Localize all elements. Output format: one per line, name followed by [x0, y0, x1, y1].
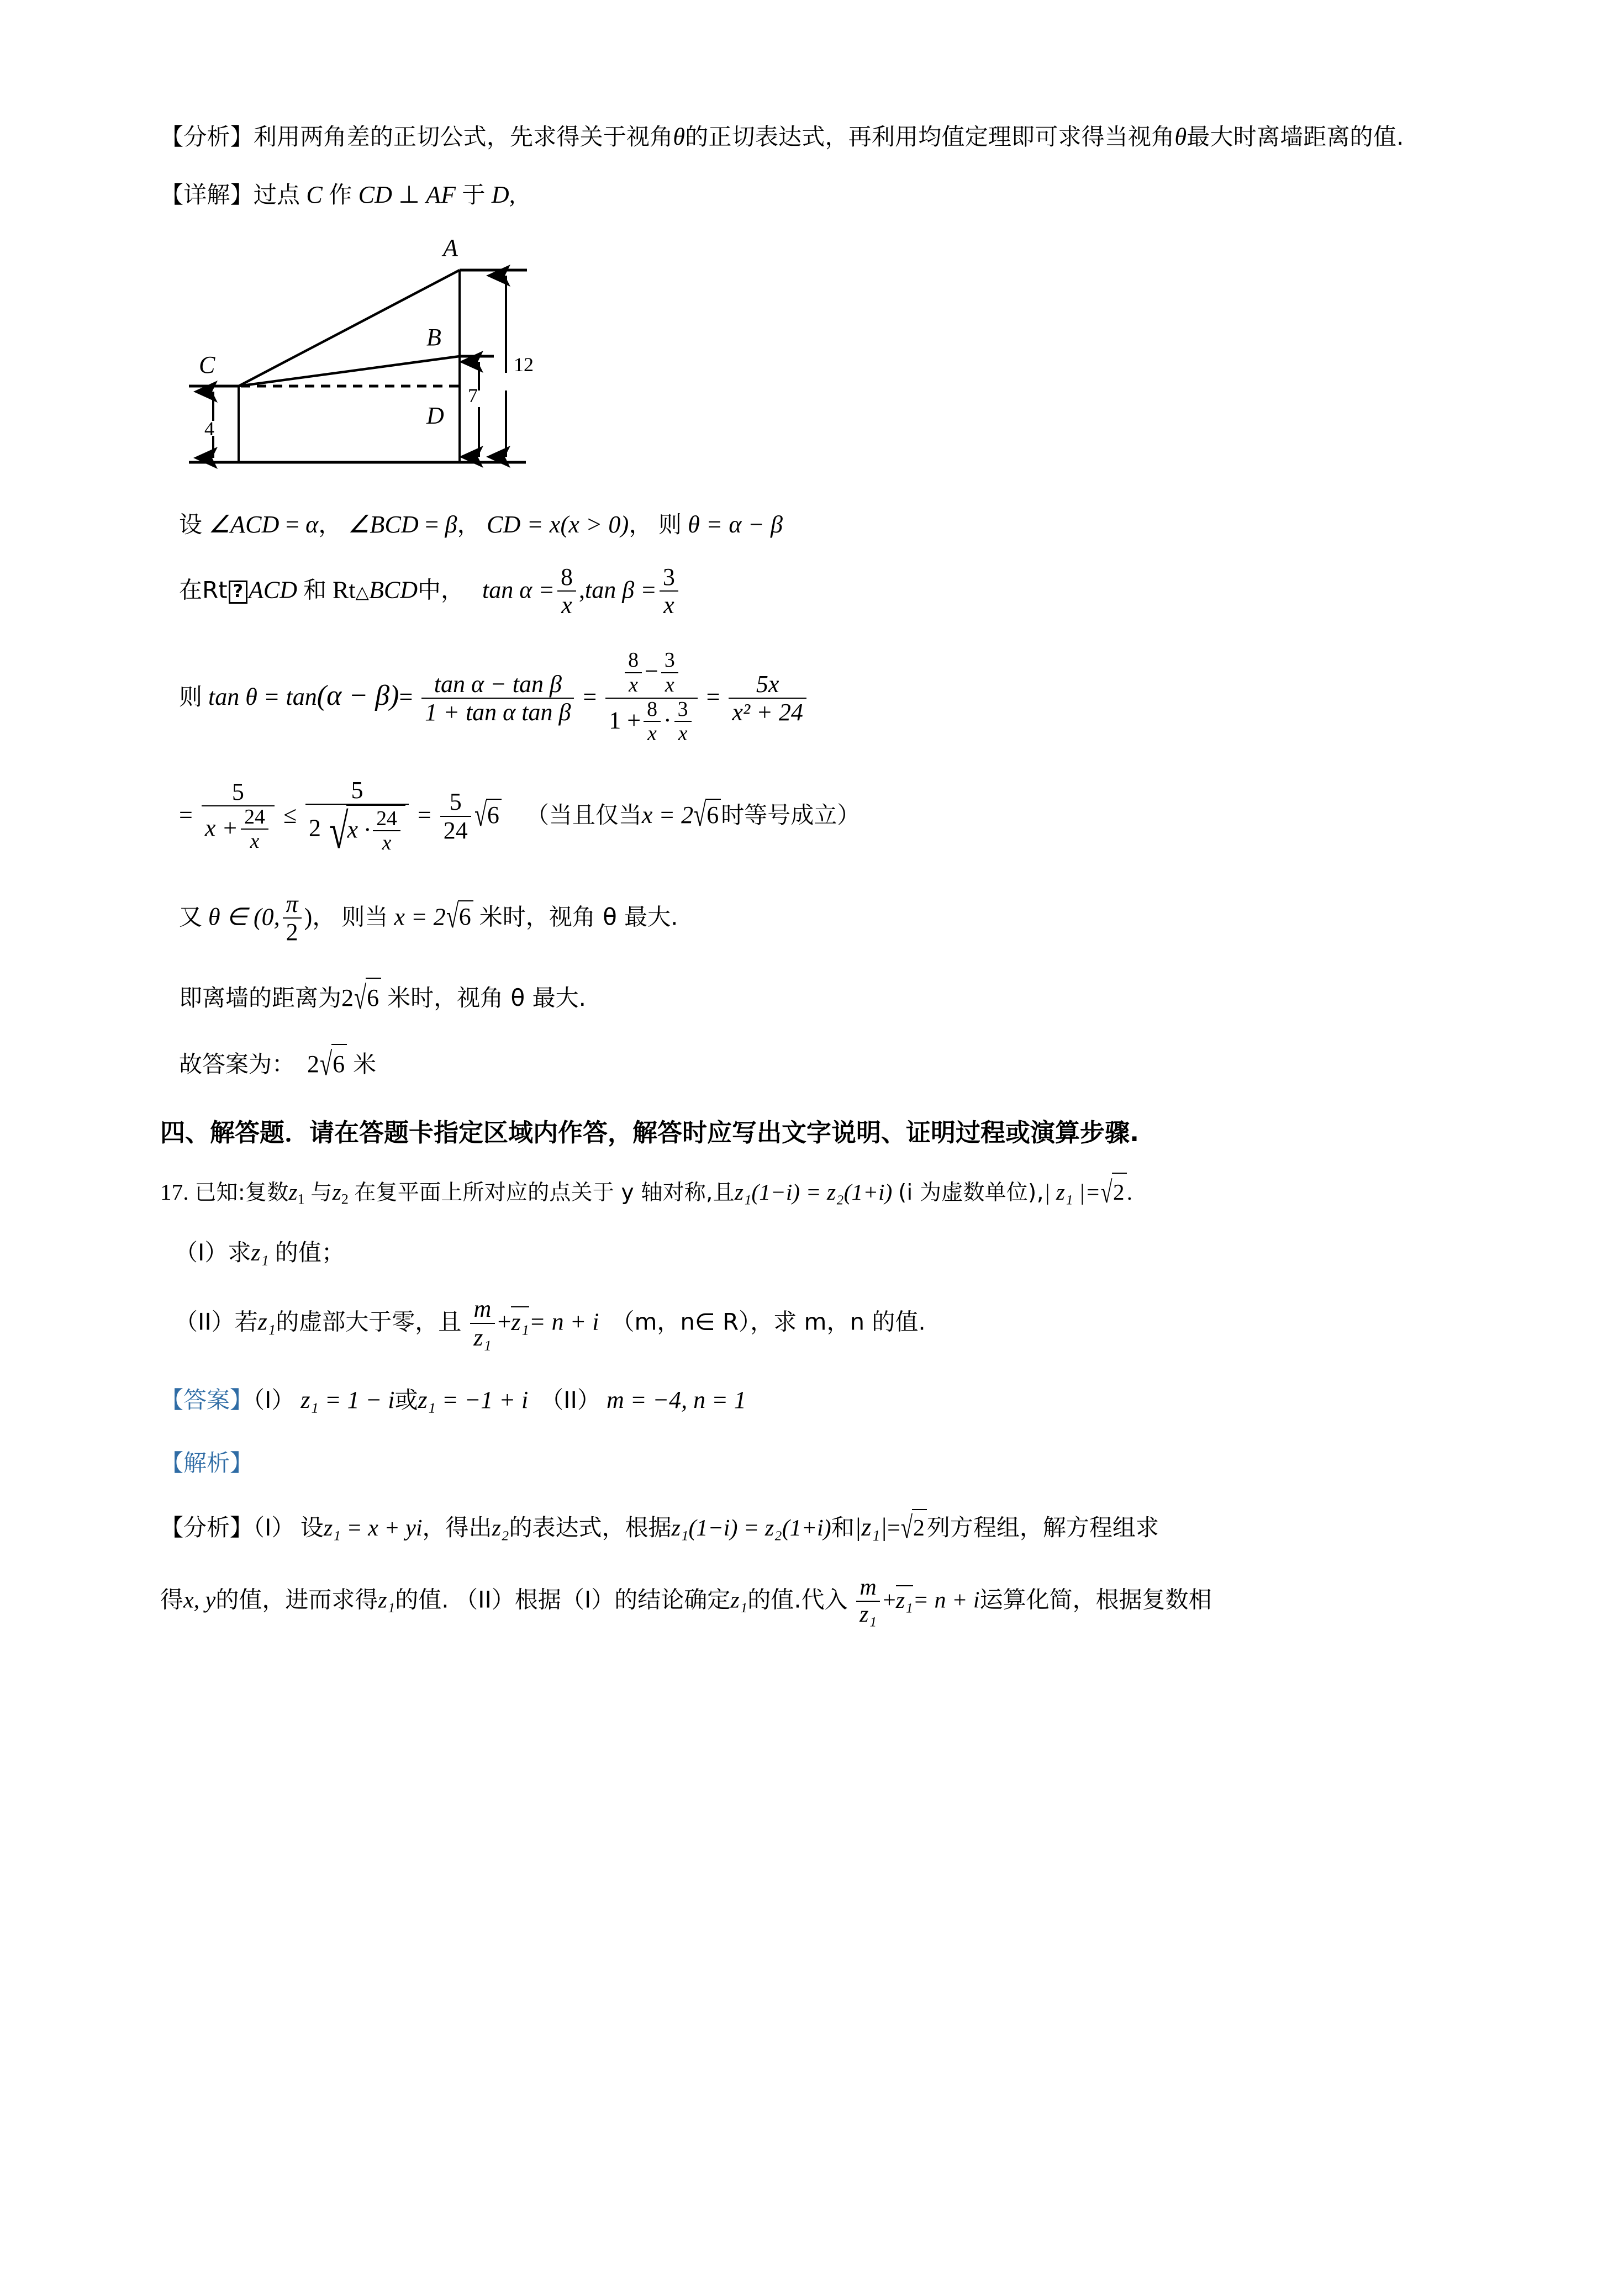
stem-z1: z	[288, 1179, 298, 1205]
segment-cd: CD	[358, 181, 393, 208]
radicand-6-conclusion: 6	[366, 978, 381, 1016]
setup-comma-3: ，	[629, 510, 652, 538]
radicand-6-answer: 6	[331, 1044, 347, 1083]
part2-m-over-z1	[470, 1295, 494, 1351]
radicand-24: 24	[373, 807, 400, 831]
triangle-acd: ACD	[249, 576, 298, 603]
tan-beta-numerator: 3	[660, 563, 678, 592]
stem-equation: z₁(1−i) = z₂(1+i)	[734, 1179, 893, 1205]
triangle-symbol: △	[355, 582, 369, 601]
analysis-2-m: m	[856, 1575, 880, 1602]
radicand-6-range: 6	[458, 900, 473, 932]
num-frac-3x	[661, 648, 678, 697]
tan-alpha-numerator: 8	[557, 563, 576, 592]
line-conclusion	[160, 978, 1475, 1016]
ineq-result-fraction	[440, 788, 471, 844]
analysis-2-equation: z₁(1−i) = z₂(1+i)	[671, 1515, 831, 1541]
section-heading: 四、解答题．请在答题卡指定区域内作答，解答时应写出文字说明、证明过程或演算步骤.	[160, 1118, 1140, 1148]
figure-label-d: D	[426, 402, 444, 429]
question-17-stem	[160, 1173, 1475, 1210]
stem-text-b: 在复平面上所对应的点关于 y 轴对称,且	[354, 1180, 735, 1206]
page-content	[160, 119, 1475, 1640]
answer-part2-label: （II）	[540, 1386, 600, 1413]
radical-glyph-1: √	[329, 804, 349, 859]
num-frac-8x	[625, 648, 642, 697]
detail-at: 于	[462, 181, 486, 208]
ineq-right-den	[305, 804, 409, 859]
radical-glyph-5: √	[354, 979, 367, 1016]
den-8-den: x	[647, 722, 657, 746]
ineq-right-fraction	[305, 776, 409, 859]
analysis-2-p1-label: （I）	[253, 1513, 295, 1541]
analysis-2-z1-den: z₁	[860, 1602, 877, 1628]
angle-bcd: ∠BCD	[347, 510, 419, 538]
part2-m: m	[470, 1295, 494, 1323]
part2-equation: = n + i	[529, 1308, 599, 1336]
analysis-2-p2-f: 运算化简，根据复数相	[979, 1586, 1212, 1613]
line-rt-triangles	[160, 564, 1475, 620]
theta-range-then: 则当	[341, 903, 388, 931]
setup-comma-1: ，	[318, 510, 342, 538]
theta-in-interval: θ ∈ (0,	[208, 903, 280, 931]
tan-argument: (α − β)	[317, 680, 399, 711]
tan-alpha-denominator: x	[561, 591, 572, 619]
stem-paren: (i 为虚数单位)	[898, 1180, 1037, 1206]
two-denominator: 2	[286, 918, 298, 946]
ineq-left-den	[202, 806, 275, 854]
question-number: 17.	[160, 1179, 189, 1205]
cd-value: = x(x > 0)	[526, 510, 629, 538]
tan-alpha-label: tan α =	[482, 576, 555, 603]
radical-glyph-8: √	[900, 1511, 913, 1545]
ineq-note-pre: （当且仅当	[525, 801, 642, 829]
pi-symbol: π	[283, 890, 302, 919]
line-theta-range	[160, 891, 1475, 947]
part1-tail: 的值；	[275, 1239, 345, 1267]
part2-var: z₁	[257, 1308, 276, 1336]
tan-identity-denominator: 1 + tan α tan β	[425, 698, 571, 726]
analysis-2-p2-a: 得	[160, 1586, 184, 1613]
tan-alpha-fraction	[557, 563, 576, 619]
ineq-left-den-x: x +	[204, 814, 239, 842]
tan-beta-label: tan β =	[585, 576, 657, 603]
radicand-6: 6	[486, 799, 502, 830]
radicand-2-stem: 2	[1112, 1173, 1127, 1209]
stem-comma: ,	[1036, 1178, 1045, 1206]
answer-or: 或	[394, 1386, 418, 1413]
analysis-2-p2-e: 的值.代入	[747, 1586, 848, 1613]
simplified-denominator: x² + 24	[732, 698, 803, 726]
explanation-tag: 【解析】	[160, 1449, 254, 1476]
figure-svg	[179, 225, 599, 501]
stem-period: .	[1126, 1179, 1133, 1205]
conclusion-text: 即离墙的距离为	[179, 984, 342, 1012]
sqrt-6-result	[474, 796, 502, 833]
alpha-symbol-1: α	[305, 510, 319, 538]
den-dot: ·	[663, 706, 672, 734]
explanation-line	[160, 1445, 1475, 1481]
radicand-frac	[373, 807, 400, 855]
perp-symbol: ⊥	[398, 181, 420, 208]
analysis-2-p2-label: （II）	[455, 1586, 515, 1613]
radicand-1	[346, 805, 405, 856]
theta-equation: θ = α − β	[688, 510, 783, 538]
figure-label-c: C	[199, 351, 215, 378]
point-c-label: C	[306, 181, 323, 208]
sqrt-6-conclusion	[354, 978, 381, 1016]
radical-glyph-4: √	[446, 898, 458, 935]
ineq-note-post: 时等号成立）	[721, 801, 861, 829]
rt-comma: ,	[579, 576, 586, 603]
ineq-x: x	[250, 830, 260, 853]
part2-z1-den: z₁	[473, 1323, 492, 1351]
figure-dim-7: 7	[468, 384, 478, 407]
figure-dim-12: 12	[514, 353, 534, 376]
geometry-figure	[179, 225, 599, 501]
part2-text-b: 的虚部大于零，且	[276, 1308, 462, 1336]
stem-z2: z	[332, 1179, 341, 1205]
tan-eq-1: =	[399, 683, 413, 710]
answer-line	[160, 1382, 1475, 1418]
sqrt-2-stem	[1100, 1173, 1126, 1209]
analysis-text-1: 利用两角差的正切公式，先求得关于视角	[253, 123, 673, 150]
analysis-2-paragraph-2	[160, 1576, 1475, 1629]
part2-conjugate-z1: z₁	[511, 1306, 529, 1337]
theta-symbol-1: θ	[673, 123, 686, 150]
setup-prefix: 设	[179, 510, 203, 538]
radical-glyph-7: √	[1101, 1175, 1113, 1210]
analysis-2-p1-c: 的表达式，根据	[509, 1513, 672, 1541]
analysis-2-modulus: |z₁|	[854, 1512, 888, 1541]
sqrt-6-range	[446, 898, 473, 935]
theta-range-prefix: 又	[179, 903, 203, 931]
answer-tag: 【答案】	[160, 1386, 254, 1413]
analysis-text-2: 的正切表达式，再利用均值定理即可求得当视角	[685, 123, 1175, 150]
rt-prefix-2: Rt	[333, 576, 356, 603]
tan-substituted-fraction	[605, 650, 697, 747]
triangle-bcd: BCD	[368, 576, 418, 603]
figure-label-a: A	[443, 234, 458, 261]
ineq-note-var: x = 2	[641, 801, 694, 829]
num-8-den: x	[629, 673, 638, 697]
tan-identity-fraction	[421, 671, 574, 726]
num-8: 8	[625, 648, 642, 673]
radical-glyph-3: √	[694, 796, 706, 833]
analysis-paragraph-1	[160, 119, 1475, 156]
conclusion-tail: 米时，视角 θ 最大.	[387, 984, 586, 1012]
analysis-2-z1-a: z₁	[378, 1587, 396, 1613]
part2-tail: 求 m，n 的值.	[773, 1308, 926, 1336]
missing-glyph-box: ?	[229, 581, 247, 604]
answer-part1-value-a: z₁ = 1 − i	[300, 1386, 395, 1413]
analysis-2-and: 和	[831, 1513, 855, 1541]
part1-label: （I）	[175, 1239, 228, 1267]
detail-lead: 过点	[253, 181, 300, 208]
analysis-2-p1-a: 设	[300, 1513, 324, 1541]
question-17-part-2	[160, 1296, 1475, 1352]
ineq-left-num: 5	[202, 778, 275, 806]
tan-eq-2: =	[583, 683, 597, 710]
rt-prefix: 在Rt	[179, 576, 228, 603]
den-frac-8x	[644, 698, 661, 746]
num-minus: −	[645, 657, 658, 685]
stem-modulus: | z₁ |=	[1044, 1179, 1101, 1205]
tan-eq-3: =	[706, 683, 720, 710]
rt-and: 和	[303, 576, 327, 603]
tan-line-prefix: 则	[179, 683, 203, 710]
figure-label-b: B	[426, 323, 441, 351]
radical-glyph-6: √	[319, 1046, 333, 1083]
num-3-den: x	[665, 673, 674, 697]
final-answer-label: 故答案为：	[179, 1051, 296, 1078]
analysis-2-plus: +	[883, 1587, 896, 1613]
den-8: 8	[644, 698, 661, 722]
radical-glyph-2: √	[474, 796, 487, 833]
line-inequality	[160, 778, 1475, 857]
part1-var: z₁	[251, 1239, 269, 1267]
part2-text-a: 若	[234, 1308, 258, 1336]
interval-close: )	[304, 903, 313, 931]
ineq-left-fraction	[202, 778, 275, 854]
analysis-2-m-over-z1	[856, 1575, 880, 1628]
radicand-2-analysis: 2	[912, 1509, 927, 1546]
pi-over-2	[283, 890, 302, 946]
analysis-2-tag: 【分析】	[160, 1513, 254, 1541]
sqrt-6-answer	[319, 1044, 347, 1083]
beta-symbol-1: β	[445, 510, 457, 538]
x-equals-2: x = 2	[394, 903, 446, 931]
sqrt-6-note	[693, 796, 721, 833]
substituted-denominator	[605, 699, 697, 747]
num-3: 3	[661, 648, 678, 673]
setup-eq1: =	[285, 510, 299, 538]
answer-part1-label: （I）	[253, 1386, 295, 1413]
line-tan-expansion	[160, 648, 1475, 748]
ineq-coef-2: 2	[309, 814, 321, 842]
analysis-2-p2-c: 的值.	[395, 1586, 449, 1613]
angle-acd: ∠ACD	[208, 510, 280, 538]
stem-text-a: 已知:复数	[194, 1180, 289, 1206]
detail-tag: 【详解】	[160, 181, 254, 208]
analysis-2-p1-b: ，得出	[422, 1513, 492, 1541]
analysis-2-p2-d: 根据（I）的结论确定	[514, 1586, 731, 1613]
theta-range-tail: 视角 θ 最大.	[549, 903, 678, 931]
setup-eq2: =	[425, 510, 439, 538]
part2-comma: ，	[750, 1308, 774, 1336]
analysis-text-3: 最大时离墙距离的值.	[1187, 123, 1404, 150]
radicand-x: x ·	[347, 816, 371, 843]
analysis-2-eqn: = n + i	[913, 1587, 980, 1613]
stem-z1-sub: 1	[297, 1191, 305, 1207]
analysis-tag: 【分析】	[160, 123, 254, 150]
analysis-2-z1-b: z₁	[730, 1587, 748, 1613]
final-answer-value: 2	[307, 1051, 320, 1078]
ineq-eq-1: =	[179, 801, 193, 829]
ineq-24: 24	[241, 805, 268, 830]
theta-range-unit: 米时，	[479, 903, 549, 931]
theta-range-comma: ，	[312, 903, 336, 931]
final-answer-unit: 米	[353, 1051, 377, 1078]
theta-symbol-2: θ	[1174, 123, 1187, 150]
part1-text: 求	[228, 1239, 251, 1267]
analysis-2-conjugate: z₁	[896, 1585, 913, 1614]
result-den-24: 24	[443, 816, 468, 844]
analysis-2-paragraph-1	[160, 1508, 1475, 1546]
analysis-2-xy: x, y	[183, 1587, 216, 1613]
setup-then: 则	[658, 510, 682, 538]
part2-label: （II）	[175, 1308, 235, 1336]
line-setup	[160, 506, 1475, 544]
part2-plus: +	[497, 1308, 512, 1336]
part2-condition: （m，n∈ R）	[611, 1308, 751, 1336]
analysis-2-z2: z₂	[492, 1515, 509, 1541]
setup-comma-2: ，	[457, 510, 481, 538]
tan-simplified-fraction	[729, 671, 806, 726]
answer-part2-value: m = −4, n = 1	[606, 1386, 746, 1413]
question-17-part-1	[160, 1234, 1475, 1271]
analysis-2-z1-def: z₁ = x + yi	[323, 1515, 423, 1541]
analysis-2-p2-b: 的值，进而求得	[215, 1586, 378, 1613]
detail-verb: 作	[329, 181, 352, 208]
point-d-label: D,	[491, 181, 516, 208]
analysis-2-p1-d: 列方程组，解方程组求	[926, 1513, 1159, 1541]
den-3-den: x	[678, 722, 688, 746]
conclusion-value: 2	[341, 984, 354, 1012]
den-one-plus: 1 +	[609, 706, 641, 734]
stem-with: 与	[310, 1180, 333, 1206]
den-3: 3	[674, 698, 692, 722]
den-frac-3x	[674, 698, 692, 746]
rt-middle: 中，	[417, 576, 464, 603]
cd-symbol: CD	[486, 510, 521, 538]
tan-beta-denominator: x	[663, 591, 674, 619]
line-final-answer	[160, 1044, 1475, 1083]
tan-identity-numerator: tan α − tan β	[421, 671, 574, 699]
ineq-right-num: 5	[305, 777, 409, 805]
ineq-left-den-frac	[241, 805, 268, 853]
answer-part1-value-b: z₁ = −1 + i	[418, 1386, 529, 1413]
detail-paragraph	[160, 177, 1475, 214]
substituted-numerator	[605, 650, 697, 699]
simplified-numerator: 5x	[729, 671, 806, 699]
segment-af: AF	[426, 181, 456, 208]
ineq-sqrt	[321, 804, 405, 859]
tan-theta-lhs: tan θ = tan	[208, 683, 317, 710]
sqrt-2-analysis	[900, 1509, 927, 1546]
stem-z2-sub: 2	[341, 1191, 349, 1207]
figure-dim-4: 4	[204, 417, 214, 440]
radicand-x2: x	[382, 831, 392, 855]
radicand-6-note: 6	[705, 799, 721, 830]
ineq-eq-2: =	[417, 801, 431, 829]
ineq-le-symbol: ≤	[283, 801, 297, 829]
analysis-2-eq2: =	[887, 1515, 900, 1541]
tan-beta-fraction	[660, 563, 678, 619]
result-num-5: 5	[440, 788, 471, 816]
